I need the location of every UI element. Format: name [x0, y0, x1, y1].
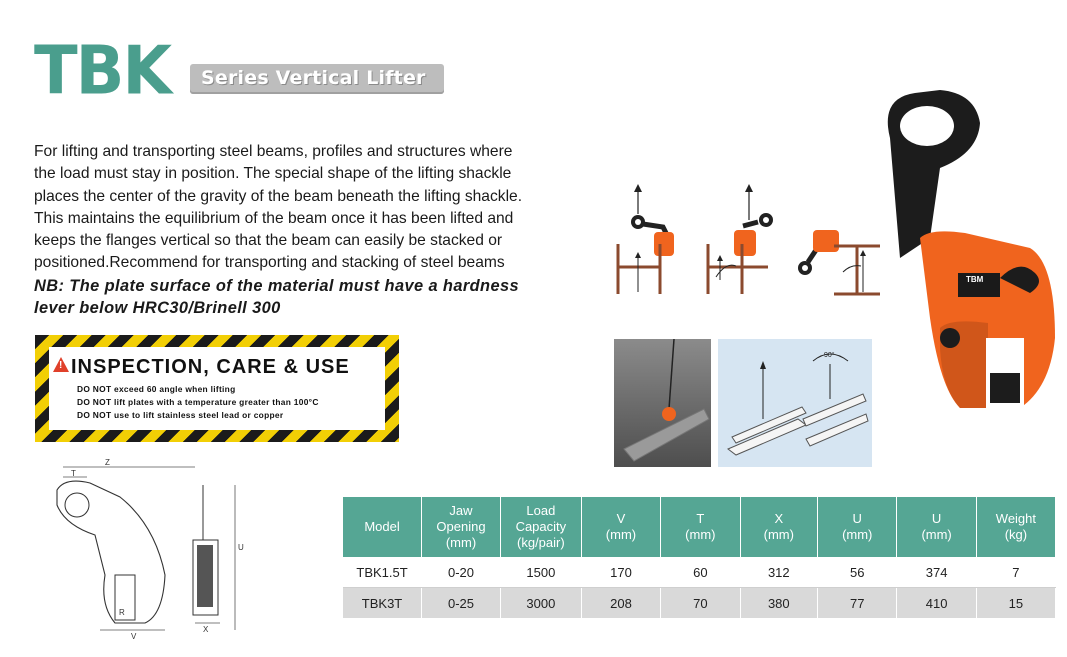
dimension-r-label: R	[119, 608, 125, 617]
table-cell: 1500	[500, 557, 581, 588]
table-cell: 208	[581, 588, 660, 619]
usage-icon-horizontal	[798, 230, 880, 294]
product-description	[34, 141, 594, 319]
warning-line: DO NOT exceed 60 angle when lifting	[77, 384, 236, 394]
column-header: V (mm)	[581, 497, 660, 557]
dimension-v-label: V	[131, 632, 137, 640]
description-line: places the center of the gravity of the beam beneath the lifting shackle.	[34, 187, 523, 205]
column-header: T (mm)	[661, 497, 740, 557]
table-cell: 410	[897, 588, 976, 619]
table-cell: 312	[740, 557, 818, 588]
table-cell: 7	[976, 557, 1055, 588]
table-cell: 380	[740, 588, 818, 619]
table-cell: TBK3T	[343, 588, 422, 619]
table-cell: TBK1.5T	[343, 557, 422, 588]
warning-line: DO NOT lift plates with a temperature greater than 100°C	[77, 397, 319, 407]
lifting-photo-dark	[614, 339, 711, 467]
dimension-t-label: T	[71, 469, 76, 478]
page-title: TBK	[34, 32, 171, 111]
stacking-diagram-illustration	[718, 339, 872, 467]
warning-heading: INSPECTION, CARE & USE	[71, 356, 350, 378]
description-line: positioned.Recommend for transporting and stacking of steel beams	[34, 254, 505, 272]
table-cell: 77	[818, 588, 897, 619]
column-header: Weight (kg)	[976, 497, 1055, 557]
table-cell: 3000	[500, 588, 581, 619]
warning-line: DO NOT use to lift stainless steel lead or copper	[77, 410, 284, 420]
table-cell: 0-25	[422, 588, 501, 619]
usage-icon-side	[708, 184, 773, 294]
usage-icon-vertical	[618, 184, 674, 294]
column-header: Model	[343, 497, 422, 557]
stacking-diagram	[718, 339, 872, 467]
description-line: For lifting and transporting steel beams, profiles and structures where	[34, 143, 513, 160]
hardness-note	[34, 275, 594, 320]
inspection-warning-box	[35, 335, 399, 442]
column-header: U (mm)	[897, 497, 976, 557]
column-header: Jaw Opening (mm)	[422, 497, 501, 557]
angle-label: 90°	[824, 352, 835, 359]
brand-plate-label: TBM	[966, 275, 984, 284]
description-line: keeps the flanges vertical so that the beam can easily be stacked or	[34, 232, 503, 250]
table-cell: 374	[897, 557, 976, 588]
dimension-z-label: Z	[105, 458, 110, 467]
lifting-photo-illustration	[614, 339, 711, 467]
hardness-note-line2: lever below HRC30/Brinell 300	[34, 299, 281, 318]
hardness-note-line1: NB: The plate surface of the material must have a hardness	[34, 276, 520, 295]
table-cell: 60	[661, 557, 740, 588]
table-header-row	[343, 497, 1056, 557]
description-line: the load must stay in position. The special shape of the lifting shackle	[34, 165, 512, 183]
dimension-u-label: U	[238, 543, 244, 552]
usage-icons	[608, 182, 886, 300]
page-subtitle: Series Vertical Lifter	[201, 67, 426, 89]
table-cell: 15	[976, 588, 1055, 619]
column-header: Load Capacity (kg/pair)	[500, 497, 581, 557]
warning-triangle-icon: !	[53, 357, 69, 372]
column-header: U (mm)	[818, 497, 897, 557]
product-clamp-image	[870, 88, 1062, 418]
warning-panel	[49, 347, 385, 430]
dimension-x-label: X	[203, 625, 209, 634]
table-cell: 70	[661, 588, 740, 619]
description-line: This maintains the equilibrium of the beam once it has been lifted and	[34, 209, 514, 227]
table-cell: 0-20	[422, 557, 501, 588]
table-cell: 170	[581, 557, 660, 588]
table-cell: 56	[818, 557, 897, 588]
column-header: X (mm)	[740, 497, 818, 557]
table-row	[343, 588, 1056, 619]
technical-drawing	[45, 455, 245, 640]
specifications-table	[343, 497, 1056, 618]
table-row	[343, 557, 1056, 588]
